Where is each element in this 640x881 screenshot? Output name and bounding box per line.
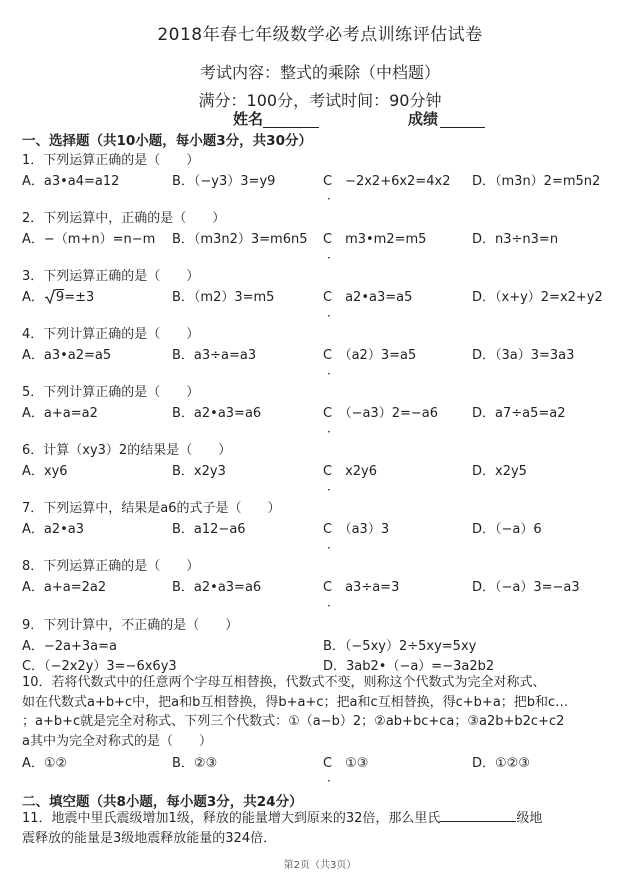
question-7-option-d: D．（−a）6 — [472, 522, 542, 537]
question-7-stem: 7．下列运算中，结果是a6的式子是（ ） — [22, 501, 281, 516]
question-1-stem: 1．下列运算正确的是（ ） — [22, 153, 200, 168]
question-10-option-c: C ①③ — [323, 756, 369, 771]
question-7-option-c: C （a3）3 — [323, 522, 390, 537]
question-7-dot: ． — [327, 537, 340, 551]
question-4-stem: 4．下列计算正确的是（ ） — [22, 327, 200, 342]
question-11-blank — [440, 809, 516, 822]
question-2-option-b: B．（m3n2）3=m6n5 — [172, 232, 308, 247]
question-9-option-d: D．3ab2•（−a）=−3a2b2 — [323, 659, 495, 674]
question-4-option-c: C （a2）3=a5 — [323, 348, 417, 363]
question-11-line-1 — [22, 809, 622, 829]
question-6-option-b: B．x2y3 — [172, 464, 226, 479]
name-label: 姓名 — [233, 110, 264, 128]
question-2-dot: ． — [327, 247, 340, 261]
exam-content-line: 考试内容：整式的乘除（中档题） — [199, 63, 440, 82]
question-4-option-b: B．a3÷a=a3 — [172, 348, 257, 363]
question-11-stem — [22, 809, 622, 848]
question-4-option-d: D．（3a）3=3a3 — [472, 348, 575, 363]
question-5-stem: 5．下列计算正确的是（ ） — [22, 385, 200, 400]
question-8-option-c: C a3÷a=3 — [323, 580, 400, 595]
question-5-option-d: D．a7÷a5=a2 — [472, 406, 566, 421]
question-5-dot: ． — [327, 421, 340, 435]
section-heading-fill-blank: 二、填空题（共8小题，每小题3分，共24分） — [22, 794, 303, 810]
question-3-option-a-rest: =±3 — [64, 290, 95, 305]
question-6-dot: ． — [327, 479, 340, 493]
score-label: 成绩 — [408, 110, 439, 128]
question-11-text-before: 11．地震中里氏震级增加1级，释放的能量增大到原来的32倍，那么里氏 — [22, 811, 441, 826]
question-9-stem: 9．下列计算中，不正确的是（ ） — [22, 618, 239, 633]
question-6-option-d: D．x2y5 — [472, 464, 527, 479]
question-6-option-a: A．xy6 — [22, 464, 68, 479]
name-score-row — [0, 108, 640, 130]
question-10-line-2: 如在代数式a+b+c中，把a和b互相替换，得b+a+c；把a和c互相替换，得c+b+a；把b和c… — [22, 694, 569, 710]
square-root-icon — [44, 289, 56, 304]
question-3-option-b: B．（m2）3=m5 — [172, 290, 275, 305]
question-10-option-b: B．②③ — [172, 756, 218, 771]
question-5-option-b: B．a2•a3=a6 — [172, 406, 262, 421]
page-footer: 第2页（共3页） — [283, 860, 357, 871]
question-9-option-b: B．（−5xy）2÷5xy=5xy — [323, 639, 477, 654]
question-9-option-c: C．（−2x2y）3=−6x6y3 — [22, 659, 177, 674]
question-10-stem — [22, 673, 622, 751]
question-10-option-a: A．①② — [22, 756, 68, 771]
exam-score-time-line: 满分：100分，考试时间：90分钟 — [198, 91, 442, 110]
question-8-dot: ． — [327, 595, 340, 609]
question-10-dot: ． — [327, 770, 340, 784]
question-10-line-4: a其中为完全对称式的是（ ） — [22, 733, 212, 749]
question-10-line-3: ；a+b+c就是完全对称式、下列三个代数式：①（a−b）2；②ab+bc+ca；③a2b+b2c+c2 — [22, 714, 565, 729]
question-2-stem: 2．下列运算中，正确的是（ ） — [22, 211, 226, 226]
question-4-option-a: A．a3•a2=a5 — [22, 348, 112, 363]
question-1-option-b: B．（−y3）3=y9 — [172, 174, 276, 189]
question-1-option-c: C −2x2+6x2=4x2 — [323, 174, 451, 189]
question-1-option-d: D．（m3n）2=m5n2 — [472, 174, 601, 189]
question-4-dot: ． — [327, 363, 340, 377]
question-3-option-a-prefix: A． — [22, 290, 44, 305]
question-2-option-d: D．n3÷n3=n — [472, 232, 559, 247]
question-2-option-c: C m3•m2=m5 — [323, 232, 427, 247]
question-3-dot: ． — [327, 305, 340, 319]
question-9-option-a: A．−2a+3a=a — [22, 639, 118, 654]
question-10-line-1: 10．若将代数式中的任意两个字母互相替换，代数式不变，则称这个代数式为完全对称式、 — [22, 675, 546, 690]
question-2-option-a: A．−（m+n）=n−m — [22, 232, 156, 247]
question-8-stem: 8．下列运算正确的是（ ） — [22, 559, 200, 574]
question-7-option-b: B．a12−a6 — [172, 522, 246, 537]
question-10-option-d: D．①②③ — [472, 756, 530, 771]
question-3-option-d: D．（x+y）2=x2+y2 — [472, 290, 603, 305]
exam-title: 2018年春七年级数学必考点训练评估试卷 — [157, 25, 483, 45]
question-5-option-c: C （−a3）2=−a6 — [323, 406, 439, 421]
score-blank — [440, 127, 485, 128]
question-5-option-a: A．a+a=a2 — [22, 406, 98, 421]
question-3-option-a — [22, 286, 94, 305]
question-3-stem: 3．下列运算正确的是（ ） — [22, 269, 200, 284]
question-7-option-a: A．a2•a3 — [22, 522, 85, 537]
question-3-option-c: C a2•a3=a5 — [323, 290, 413, 305]
question-1-dot: ． — [327, 188, 340, 202]
question-3-option-a-radicand: 9 — [55, 290, 65, 305]
section-heading-choice: 一、选择题（共10小题，每小题3分，共30分） — [22, 133, 312, 149]
question-8-option-b: B．a2•a3=a6 — [172, 580, 262, 595]
name-blank — [263, 127, 319, 128]
question-6-option-c: C x2y6 — [323, 464, 378, 479]
question-8-option-d: D．（−a）3=−a3 — [472, 580, 580, 595]
question-11-line-2: 震释放的能量是3级地震释放能量的324倍． — [22, 830, 277, 846]
question-8-option-a: A．a+a=2a2 — [22, 580, 107, 595]
question-1-option-a: A．a3•a4=a12 — [22, 174, 120, 189]
question-6-stem: 6．计算（xy3）2的结果是（ ） — [22, 443, 232, 458]
question-11-text-after: 级地 — [516, 811, 543, 826]
